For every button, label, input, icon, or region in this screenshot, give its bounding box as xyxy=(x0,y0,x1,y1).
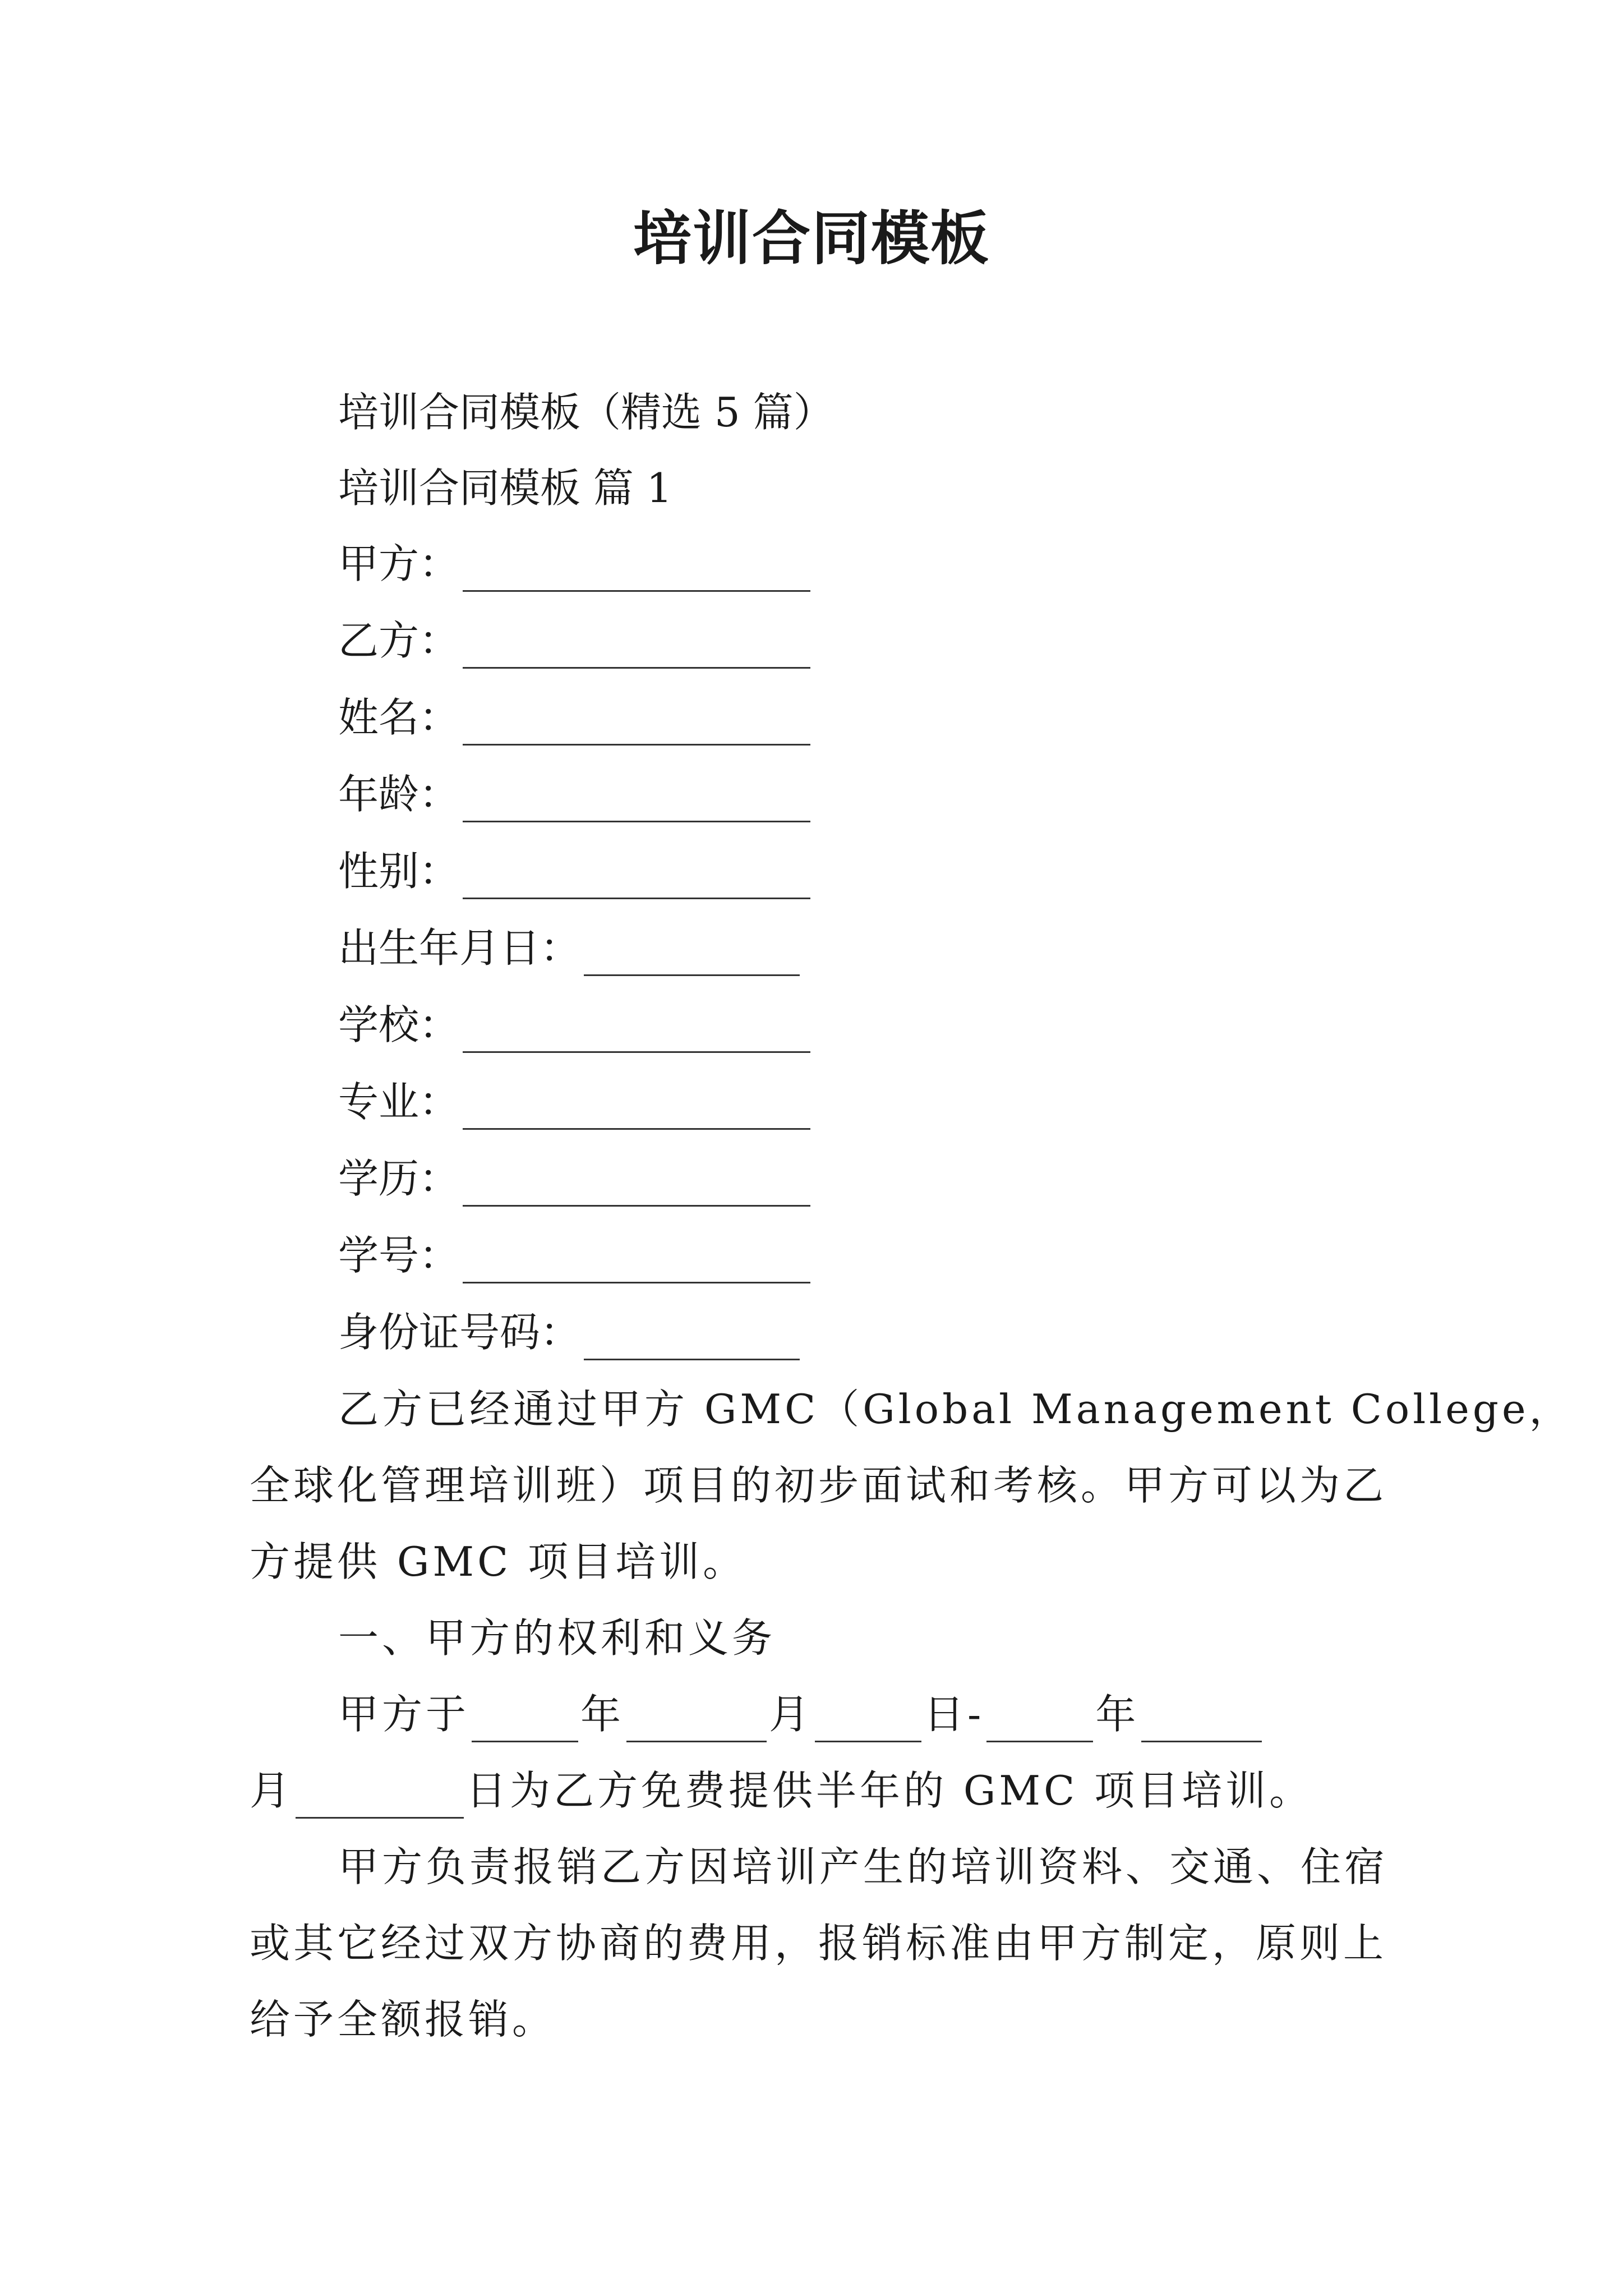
fill-in-blank xyxy=(463,1160,810,1207)
paragraph-line xyxy=(338,1686,1264,1742)
field-label: 甲方： xyxy=(338,540,460,587)
field-label: 性别： xyxy=(338,848,460,895)
paragraph-line: 方提供 GMC 项目培训。 xyxy=(250,1538,747,1585)
paragraph-line xyxy=(250,1763,1313,1819)
paragraph-line: 给予全额报销。 xyxy=(250,1996,556,2043)
fill-in-blank xyxy=(463,1237,810,1283)
field-party-a xyxy=(338,536,810,592)
paragraph-line: 乙方已经通过甲方 GMC（Global Management College， xyxy=(338,1386,1573,1433)
field-school xyxy=(338,997,810,1053)
text-fragment: 年 xyxy=(1095,1691,1140,1738)
field-major xyxy=(338,1074,810,1130)
field-student-id xyxy=(338,1227,810,1283)
fill-in-blank xyxy=(584,930,800,976)
field-education xyxy=(338,1151,810,1207)
fill-in-blank xyxy=(986,1696,1093,1742)
text-fragment: 甲方于 xyxy=(338,1691,470,1738)
field-label: 年龄： xyxy=(338,771,460,818)
clause-heading: 一、甲方的权利和义务 xyxy=(338,1614,776,1662)
field-label: 学校： xyxy=(338,1001,460,1048)
fill-in-blank xyxy=(815,1696,921,1742)
field-party-b xyxy=(338,613,810,669)
fill-in-blank xyxy=(463,1083,810,1130)
fill-in-blank xyxy=(463,699,810,746)
field-birthdate xyxy=(338,920,800,976)
fill-in-blank xyxy=(463,776,810,822)
section-heading: 培训合同模板 篇 1 xyxy=(338,464,672,512)
fill-in-blank xyxy=(463,545,810,592)
fill-in-blank xyxy=(463,1006,810,1053)
fill-in-blank xyxy=(584,1314,800,1360)
text-fragment: 月 xyxy=(769,1691,813,1738)
fill-in-blank xyxy=(463,622,810,669)
field-gender xyxy=(338,843,810,899)
text-fragment: 日为乙方免费提供半年的 GMC 项目培训。 xyxy=(466,1767,1313,1814)
field-id-number xyxy=(338,1304,800,1360)
field-label: 学号： xyxy=(338,1232,460,1279)
paragraph-line: 或其它经过双方协商的费用，报销标准由甲方制定，原则上 xyxy=(250,1920,1387,1967)
paragraph-line: 甲方负责报销乙方因培训产生的培训资料、交通、住宿 xyxy=(338,1843,1389,1890)
field-label: 学历： xyxy=(338,1155,460,1202)
field-age xyxy=(338,766,810,822)
text-fragment: 年 xyxy=(580,1691,625,1738)
field-label: 乙方： xyxy=(338,617,460,664)
text-fragment: 日- xyxy=(924,1691,985,1738)
fill-in-blank xyxy=(463,853,810,899)
document-title: 培训合同模板 xyxy=(633,204,990,273)
document-subtitle: 培训合同模板（精选 5 篇） xyxy=(338,389,834,436)
fill-in-blank xyxy=(1141,1696,1262,1742)
field-label: 专业： xyxy=(338,1078,460,1125)
field-label: 姓名： xyxy=(338,694,460,741)
field-label: 身份证号码： xyxy=(338,1309,581,1356)
fill-in-blank xyxy=(626,1696,767,1742)
fill-in-blank xyxy=(296,1772,464,1819)
fill-in-blank xyxy=(472,1696,578,1742)
field-label: 出生年月日： xyxy=(338,924,581,972)
field-name xyxy=(338,689,810,746)
text-fragment: 月 xyxy=(250,1767,294,1814)
paragraph-line: 全球化管理培训班）项目的初步面试和考核。甲方可以为乙 xyxy=(250,1462,1387,1509)
